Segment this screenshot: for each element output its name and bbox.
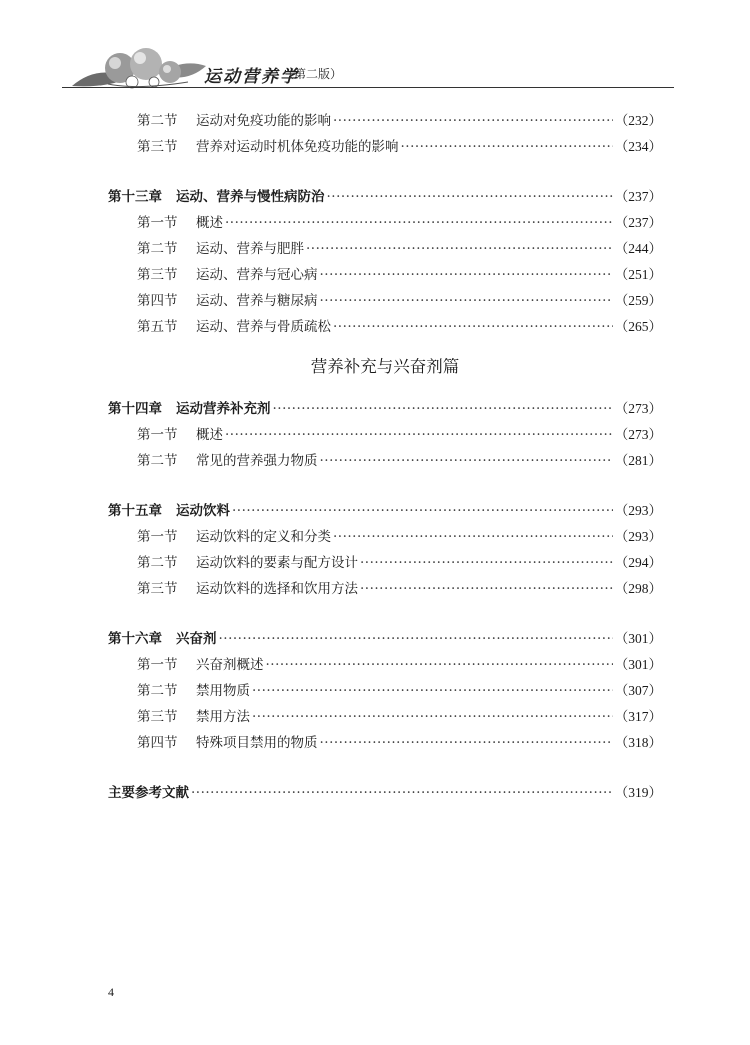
page-ref: （301） bbox=[614, 631, 662, 646]
page-ref: （232） bbox=[614, 113, 662, 128]
leader-dots bbox=[219, 626, 613, 652]
section-title: 运动饮料的要素与配方设计 bbox=[196, 555, 358, 571]
page-ref: （301） bbox=[614, 657, 662, 672]
leader-dots bbox=[320, 448, 613, 474]
page-ref: （294） bbox=[614, 555, 662, 570]
page-ref: （293） bbox=[614, 529, 662, 544]
toc-section-row[interactable] bbox=[108, 236, 662, 262]
section-number: 第三节 bbox=[137, 139, 178, 155]
section-title: 运动对免疫功能的影响 bbox=[196, 113, 331, 129]
section-number: 第五节 bbox=[137, 319, 178, 335]
page-ref: （237） bbox=[614, 189, 662, 204]
leader-dots bbox=[225, 422, 613, 448]
section-title: 特殊项目禁用的物质 bbox=[196, 735, 318, 751]
chapter-title: 兴奋剂 bbox=[176, 631, 217, 647]
chapter-title: 运动、营养与慢性病防治 bbox=[176, 189, 325, 205]
toc-section-row[interactable] bbox=[108, 210, 662, 236]
page-ref: （234） bbox=[614, 139, 662, 154]
toc-section-row[interactable] bbox=[108, 448, 662, 474]
section-number: 第三节 bbox=[137, 267, 178, 283]
page-ref: （318） bbox=[614, 735, 662, 750]
section-title: 运动、营养与糖尿病 bbox=[196, 293, 318, 309]
section-number: 第二节 bbox=[137, 113, 178, 129]
header-edition: （第二版） bbox=[282, 67, 343, 81]
leader-dots bbox=[320, 262, 613, 288]
toc-section-row[interactable] bbox=[108, 550, 662, 576]
page-ref: （281） bbox=[614, 453, 662, 468]
section-title: 运动饮料的定义和分类 bbox=[196, 529, 331, 545]
leader-dots bbox=[320, 288, 613, 314]
chapter-title: 运动饮料 bbox=[176, 503, 230, 519]
section-number: 第二节 bbox=[137, 555, 178, 571]
section-number: 第二节 bbox=[137, 241, 178, 257]
chapter-number: 第十三章 bbox=[108, 189, 162, 205]
chapter-number: 第十四章 bbox=[108, 401, 162, 417]
page-ref: （273） bbox=[614, 401, 662, 416]
section-number: 第二节 bbox=[137, 453, 178, 469]
section-title: 运动饮料的选择和饮用方法 bbox=[196, 581, 358, 597]
leader-dots bbox=[360, 550, 613, 576]
section-number: 第一节 bbox=[137, 427, 178, 443]
toc-chapter-row[interactable] bbox=[108, 184, 662, 210]
toc-section-row[interactable] bbox=[108, 422, 662, 448]
leader-dots bbox=[401, 134, 613, 160]
page-ref: （319） bbox=[614, 785, 662, 800]
fruit-logo-icon bbox=[68, 44, 208, 90]
section-number: 第二节 bbox=[137, 683, 178, 699]
section-number: 第四节 bbox=[137, 293, 178, 309]
toc-section-row[interactable] bbox=[108, 288, 662, 314]
page-ref: （293） bbox=[614, 503, 662, 518]
section-title: 概述 bbox=[196, 215, 223, 231]
toc-section-row[interactable] bbox=[108, 108, 662, 134]
table-of-contents bbox=[108, 108, 662, 806]
toc-section-row[interactable] bbox=[108, 678, 662, 704]
leader-dots bbox=[333, 314, 613, 340]
section-number: 第一节 bbox=[137, 529, 178, 545]
section-title: 运动、营养与骨质疏松 bbox=[196, 319, 331, 335]
page-ref: （244） bbox=[614, 241, 662, 256]
page-ref: （317） bbox=[614, 709, 662, 724]
header-book-title: 运动营养学 bbox=[204, 67, 299, 87]
part-title: 营养补充与兴奋剂篇 bbox=[310, 357, 460, 376]
toc-section-row[interactable] bbox=[108, 524, 662, 550]
toc-section-row[interactable] bbox=[108, 652, 662, 678]
section-title: 运动、营养与冠心病 bbox=[196, 267, 318, 283]
section-title: 营养对运动时机体免疫功能的影响 bbox=[196, 139, 399, 155]
toc-section-row[interactable] bbox=[108, 730, 662, 756]
chapter-title: 运动营养补充剂 bbox=[176, 401, 271, 417]
section-number: 第三节 bbox=[137, 581, 178, 597]
leader-dots bbox=[252, 678, 613, 704]
leader-dots bbox=[333, 524, 613, 550]
leader-dots bbox=[360, 576, 613, 602]
section-title: 兴奋剂概述 bbox=[196, 657, 264, 673]
toc-section-row[interactable] bbox=[108, 134, 662, 160]
leader-dots bbox=[327, 184, 613, 210]
page-ref: （307） bbox=[614, 683, 662, 698]
section-title: 禁用方法 bbox=[196, 709, 250, 725]
section-title: 禁用物质 bbox=[196, 683, 250, 699]
chapter-number: 第十六章 bbox=[108, 631, 162, 647]
page-ref: （265） bbox=[614, 319, 662, 334]
toc-chapter-row[interactable] bbox=[108, 626, 662, 652]
leader-dots bbox=[333, 108, 613, 134]
page-ref: （237） bbox=[614, 215, 662, 230]
toc-chapter-row[interactable] bbox=[108, 396, 662, 422]
section-title: 概述 bbox=[196, 427, 223, 443]
page-ref: （298） bbox=[614, 581, 662, 596]
leader-dots bbox=[266, 652, 613, 678]
page-ref: （251） bbox=[614, 267, 662, 282]
running-header bbox=[62, 40, 674, 90]
page-ref: （259） bbox=[614, 293, 662, 308]
toc-section-row[interactable] bbox=[108, 262, 662, 288]
references-title: 主要参考文献 bbox=[108, 785, 189, 801]
toc-chapter-row[interactable] bbox=[108, 498, 662, 524]
leader-dots bbox=[191, 780, 613, 806]
page-ref: （273） bbox=[614, 427, 662, 442]
section-number: 第四节 bbox=[137, 735, 178, 751]
page-number: 4 bbox=[108, 985, 114, 999]
leader-dots bbox=[232, 498, 613, 524]
toc-references-row[interactable] bbox=[108, 780, 662, 806]
section-number: 第一节 bbox=[137, 215, 178, 231]
toc-section-row[interactable] bbox=[108, 576, 662, 602]
leader-dots bbox=[252, 704, 613, 730]
toc-section-row[interactable] bbox=[108, 314, 662, 340]
leader-dots bbox=[225, 210, 613, 236]
leader-dots bbox=[320, 730, 613, 756]
leader-dots bbox=[273, 396, 613, 422]
section-title: 运动、营养与肥胖 bbox=[196, 241, 304, 257]
section-number: 第三节 bbox=[137, 709, 178, 725]
leader-dots bbox=[306, 236, 613, 262]
chapter-number: 第十五章 bbox=[108, 503, 162, 519]
header-rule bbox=[62, 87, 674, 88]
section-title: 常见的营养强力物质 bbox=[196, 453, 318, 469]
section-number: 第一节 bbox=[137, 657, 178, 673]
toc-section-row[interactable] bbox=[108, 704, 662, 730]
